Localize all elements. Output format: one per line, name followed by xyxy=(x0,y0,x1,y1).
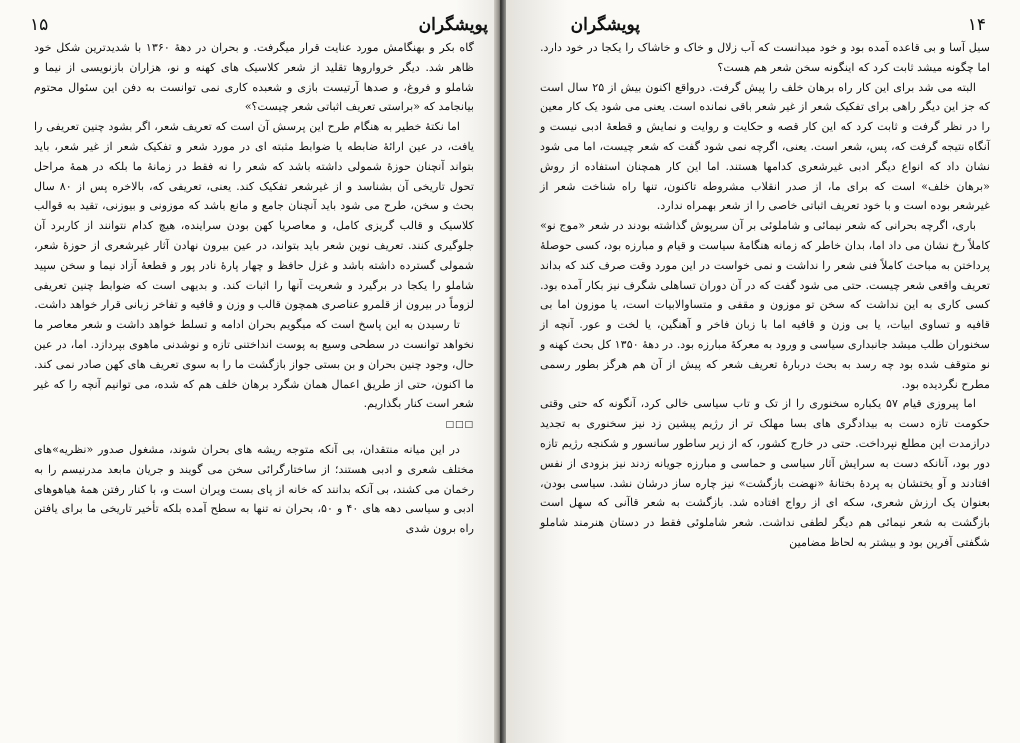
right-paragraph: سیل آسا و بی قاعده آمده بود و خود میدانست که آب زلال و خاک و خاشاک را یکجا در خود دارد. اما چگونه میشد ثابت کرد که اینگونه سخن شعر هم هست؟ xyxy=(540,41,990,74)
left-paragraph: در این میانه منتقدان، بی آنکه متوجه ریشه های بحران شوند، مشغول صدور «نظریه»های مختلف شعری و ادبی هستند؛ از ساختارگرائی سخن می گویند و جریان مابعد مدرنیسم را به رخمان می کشند، بی آنکه بدانند که خانه از پای بست ویران است و، با کنار رفتن همهٔ هیاهوهای ادبی و سیاسی دهه های ۴۰ و ۵۰، بحران نه تنها به سطح آمده بلکه تأخیر تاریخی ما برای یافتن راه برون شدی xyxy=(34,442,474,536)
left-page-number: ۱۵ xyxy=(30,15,49,35)
section-separator: □□□ xyxy=(445,420,474,431)
left-page xyxy=(0,0,506,743)
left-paragraph: اما نکتهٔ خطیر به هنگام طرح این پرسش آن است که تعریف شعر، اگر بشود چنین تعریفی را یافت، در عین ارائهٔ ضابطه یا ضوابط مثبته ای در مورد شعر و تفکیک شعر از غیر شعر، باید بتواند آنچنان حوزهٔ شمولی داشته باشد که شعر را نه فقط در زمانهٔ ما بلکه در همهٔ مراحل تحول تاریخی آن بشناسد و از غیرشعر تفکیک کند. یعنی، تعریفی که، بالاخره پس از ۸۰ سال بحث و سخن، طرح می شود باید آنچنان جامع و مانع باشد که موزونی و بیوزنی، تقید به قوالب کلاسیک و قالب گریزی کامل، و معاصریا کهن بودن سراینده، هیچ کدام نتوانند از کاربرد آن جلوگیری کنند. تعریف نوین شعر باید بتواند، در عین بیرون نهادن آثار غیرشعری از حوزهٔ شعر، شمولی گسترده داشته باشد و غزل حافظ و چهار پارهٔ نادر پور و قطعهٔ آزاد نیما و سخن سپید شاملو را یکجا در برگیرد و شعریت آنها را اثبات کند. و بدیهی است که ضوابط چنین تعریفی لزوماً در بیرون از قلمرو عناصری همچون قالب و وزن و قافیه و تفاخر زبانی قرار خواهد داشت. xyxy=(34,120,474,312)
book-gutter xyxy=(494,0,506,743)
right-paragraph: باری، اگرچه بحرانی که شعر نیمائی و شاملوئی بر آن سرپوش گذاشته بودند در شعر «موج نو» کاملاً رخ نشان می داد اما، بدان خاطر که زمانه هنگامهٔ سیاست و قیام و مبارزه بود، کسی حوصلهٔ پرداختن به مباحث کاملاً فنی شعر را نداشت و نمی خواست در این مورد وقت صرف کند که بداند تعریف واقعی شعر چیست. حتی می شود گفت که در آن دوران تساهلی شگرف نیز بکار آمده بود. کسی کاری به این نداشت که سخن تو موزون و مقفی و متساوالابیات است، یا موزون اما بی قافیه و تساوی ابیات، یا بی وزن و قافیه اما با زبان فاخر و آهنگین، یا لخت و عور. آنچه از سخنوران طلب میشد جانبداری سیاسی و ورود به معرکهٔ مبارزه بود. در دههٔ ۱۳۵۰ کل بحث کهنه و نو متوقف شده بود چه رسد به بحث دربارهٔ تعریف شعر که پیش از آن هم هرگز بطور رسمی مطرح نگردیده بود. xyxy=(540,219,990,391)
right-page-number: ۱۴ xyxy=(967,15,986,35)
left-page-header-title: پویشگران xyxy=(418,15,488,35)
left-paragraph: تا رسیدن به این پاسخ است که میگویم بحران ادامه و تسلط خواهد داشت و شعر معاصر ما نخواهد توانست در سطحی وسیع به پوست انداختنی تازه و نوشدنی ماهوی بپردازد. اما، در عین حال، وجود چنین بحران و بن بستی جواز بازگشت ما را به سوی تعریف های کهن صادر نمی کند. ما اکنون، حتی از طریق اعمال همان شگرد برهان خلف هم که شده، می توانیم آنچه را که غیر شعر است کنار بگذاریم. xyxy=(34,318,474,411)
right-paragraph: اما پیروزی قیام ۵۷ یکباره سخنوری را از تک و تاب سیاسی خالی کرد، آنگونه که حتی وقتی حکومت تازه دست به بیدادگری های بسا مهلک تر از رژیم پیشین زد نیز سخنوری به تجدید درازمدت این مطلع نپرداخت. حتی در خارج کشور، که از زیر ساطور سانسور و شکنجه رژیم تازه دور بود، آنانکه دست به سرایش آثار سیاسی و حماسی و مبارزه جویانه زدند نیز بزودی از نفس افتادند و آو یختشان به پردهٔ بختانهٔ «نهضت بازگشت» نیز چاره ساز درشان نشد. سیاسی بودن، بعنوان یک ارزش شعری، سکه ای از رواج افتاده شد. بازگشت به شعر قاآنی که سهل است بازگشت به شعر نیمائی هم دیگر لطفی نداشت. شعر شاملوئی فقط در دستان هنرمند شاملو شگفتی آفرین بود و بیشتر به لحاظ مضامین xyxy=(540,397,990,549)
left-paragraph: گاه بکر و بهنگامش مورد عنایت قرار میگرفت. و بحران در دههٔ ۱۳۶۰ با شدیدترین شکل خود ظاهر شد. دیگر خرواروها تقلید از شعر کلاسیک های کهنه و نو، هزاران بازنویسی از نیما و شاملو و فروغ، و صدها آرتیست بازی و شعبده کاری نمی توانست به دفن این سئوال محتوم بیانجامد که «براستی تعریف اثباتی شعر چیست؟» xyxy=(34,41,475,114)
right-page-body xyxy=(540,38,990,731)
right-page-header-title: پویشگران xyxy=(570,15,640,35)
right-paragraph: البته می شد برای این کار راه برهان خلف را پیش گرفت. درواقع اکنون بیش از ۲۵ سال است که جز این دیگر راهی برای تفکیک شعر از غیر شعر باقی نمانده است. یعنی می شود یک کار معین را در نظر گرفت و ثابت کرد که این کار قصه و حکایت و روایت و نمایش و قطعهٔ ادبی نیست و آنگاه نتیجه گرفت که، پس، شعر است. یعنی، اگرچه نمی شود گفت که شعر چیست، اما می شود نشان داد که انواع دیگر ادبی غیرشعری کدامها هستند. اما این کار همچنان استفاده از روش «برهان خلف» است که برای ما، از صدر انقلاب مشروطه تاکنون، تنها راه شناخت شعر از غیرشعر بوده است و با خود تعریف اثباتی خاصی را از شعر بهمراه ندارد. xyxy=(540,80,990,213)
right-page xyxy=(506,0,1020,743)
left-page-body xyxy=(34,38,474,731)
